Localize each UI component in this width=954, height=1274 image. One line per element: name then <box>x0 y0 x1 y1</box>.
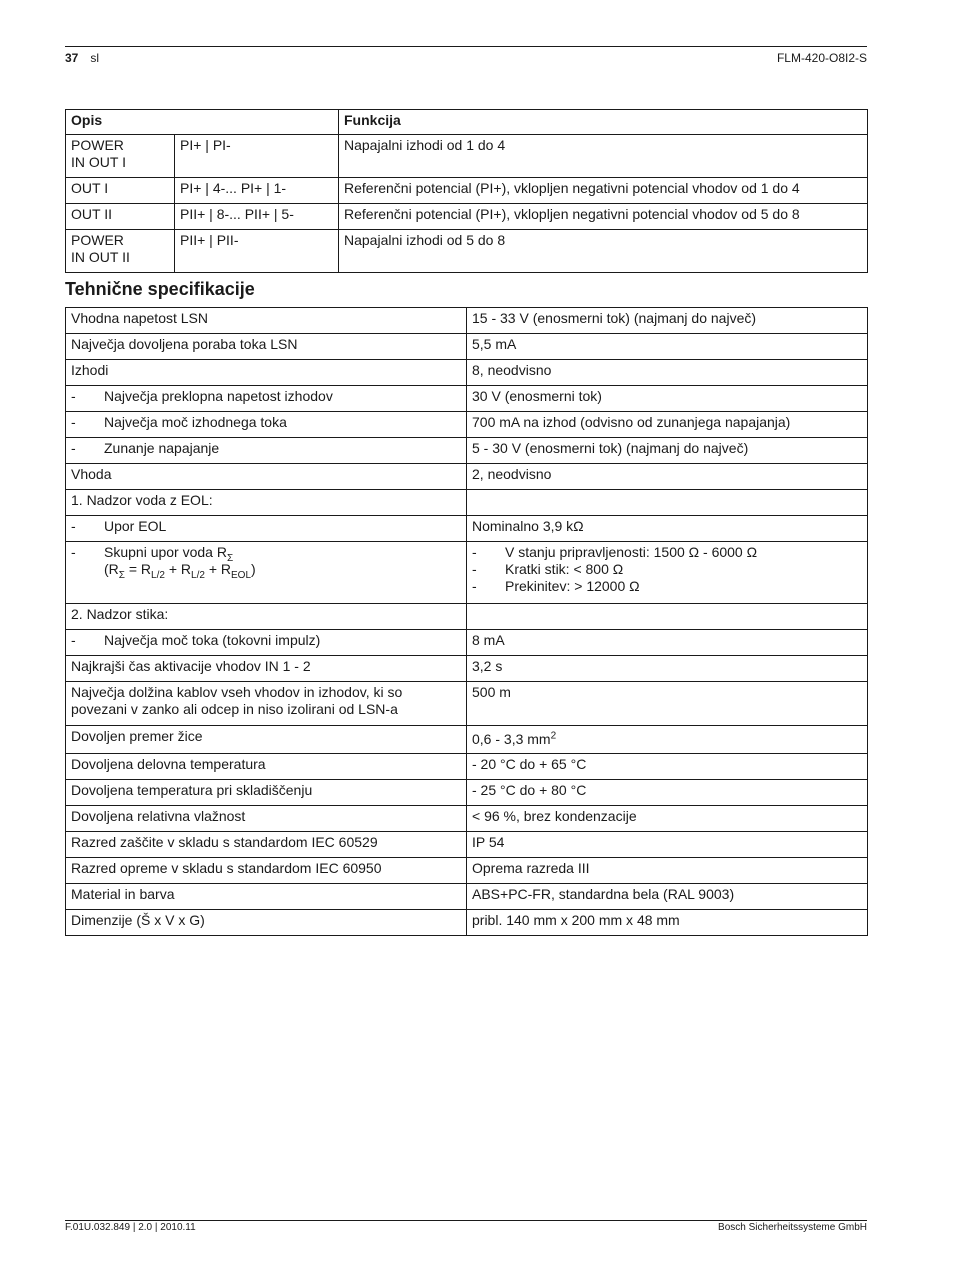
table-row <box>66 230 868 273</box>
terminal-function-table <box>65 109 868 273</box>
terminal-pins: PI+ | 4-... PI+ | 1- <box>175 178 339 204</box>
spec-value: ABS+PC-FR, standardna bela (RAL 9003) <box>467 884 868 910</box>
table-row <box>66 858 868 884</box>
spec-value: - 20 °C do + 65 °C <box>467 754 868 780</box>
table-row <box>66 360 868 386</box>
table-row <box>66 308 868 334</box>
spec-label: Material in barva <box>66 884 467 910</box>
table-row <box>66 386 868 412</box>
spec-value: < 96 %, brez kondenzacije <box>467 806 868 832</box>
spec-value: 3,2 s <box>467 656 868 682</box>
section-title: Tehnične specifikacije <box>65 279 255 299</box>
table-row <box>66 682 868 726</box>
spec-value: 8, neodvisno <box>467 360 868 386</box>
spec-label: Razred zaščite v skladu s standardom IEC 60529 <box>66 832 467 858</box>
table-row <box>66 490 868 516</box>
spec-label: Dovoljena relativna vlažnost <box>66 806 467 832</box>
table-row <box>66 464 868 490</box>
table-row <box>66 135 868 178</box>
terminal-pins: PII+ | 8-... PII+ | 5- <box>175 204 339 230</box>
terminal-name: OUT II <box>66 204 175 230</box>
page-header <box>65 50 867 67</box>
table-row <box>66 726 868 754</box>
table-row <box>66 438 868 464</box>
terminal-name: POWER IN OUT II <box>66 230 175 273</box>
spec-value <box>467 542 868 604</box>
table-row <box>66 832 868 858</box>
spec-label: Najkrajši čas aktivacije vhodov IN 1 - 2 <box>66 656 467 682</box>
table-row <box>66 806 868 832</box>
table-row <box>66 516 868 542</box>
language-code: sl <box>90 51 100 65</box>
spec-label: Dovoljen premer žice <box>66 726 467 754</box>
formula: $(R_\Sigma = R_{L/2} + R_{L/2} + R_{EOL})$ <box>104 561 256 581</box>
spec-value <box>467 490 868 516</box>
spec-label: - Zunanje napajanje <box>66 438 467 464</box>
spec-value: Oprema razreda III <box>467 858 868 884</box>
spec-value: 30 V (enosmerni tok) <box>467 386 868 412</box>
spec-label: - Največja preklopna napetost izhodov <box>66 386 467 412</box>
spec-value: IP 54 <box>467 832 868 858</box>
table-row <box>66 412 868 438</box>
spec-value: 500 m <box>467 682 868 726</box>
table-row <box>66 884 868 910</box>
table-row <box>66 604 868 630</box>
header-rule <box>65 46 867 47</box>
terminal-pins: PI+ | PI- <box>175 135 339 178</box>
terminal-name: POWER IN OUT I <box>66 135 175 178</box>
table-header-row <box>66 110 868 135</box>
terminal-pins: PII+ | PII- <box>175 230 339 273</box>
spec-label: Razred opreme v skladu s standardom IEC 60950 <box>66 858 467 884</box>
table-row <box>66 542 868 604</box>
table-row <box>66 780 868 806</box>
terminal-name: OUT I <box>66 178 175 204</box>
terminal-function: Napajalni izhodi od 5 do 8 <box>339 230 868 273</box>
technical-specifications-table <box>65 307 868 936</box>
table-row <box>66 204 868 230</box>
table-row <box>66 754 868 780</box>
spec-label: - Upor EOL <box>66 516 467 542</box>
spec-label: Dimenzije (Š x V x G) <box>66 910 467 936</box>
terminal-function: Referenčni potencial (PI+), vklopljen negativni potencial vhodov od 5 do 8 <box>339 204 868 230</box>
list-item: - V stanju pripravljenosti: 1500 Ω - 6000 Ω <box>472 544 758 560</box>
document-reference: F.01U.032.849 | 2.0 | 2010.11 <box>65 1222 196 1233</box>
spec-value: 700 mA na izhod (odvisno od zunanjega napajanja) <box>467 412 868 438</box>
spec-label: Največja dovoljena poraba toka LSN <box>66 334 467 360</box>
table-row <box>66 656 868 682</box>
spec-label: Vhoda <box>66 464 467 490</box>
page-footer <box>65 1221 867 1235</box>
spec-label: Dovoljena delovna temperatura <box>66 754 467 780</box>
spec-value: 5,5 mA <box>467 334 868 360</box>
spec-label: - Največja moč izhodnega toka <box>66 412 467 438</box>
spec-label: Izhodi <box>66 360 467 386</box>
list-item: - Prekinitev: > 12000 Ω <box>472 578 640 594</box>
spec-label: - Največja moč toka (tokovni impulz) <box>66 630 467 656</box>
spec-value: pribl. 140 mm x 200 mm x 48 mm <box>467 910 868 936</box>
column-header-function: Funkcija <box>339 110 868 135</box>
spec-label: - Skupni upor voda $R_\Sigma$ $(R_\Sigma = R_{L/2} + R_{L/2} + R_{EOL})$ <box>66 542 467 604</box>
spec-value: 0,6 - 3,3 $mm^2$ <box>467 726 868 754</box>
spec-label: Največja dolžina kablov vseh vhodov in izhodov, ki so povezani v zanko ali odcep in niso izolirani od LSN-a <box>66 682 467 726</box>
spec-label: Vhodna napetost LSN <box>66 308 467 334</box>
table-row <box>66 334 868 360</box>
spec-value: - 25 °C do + 80 °C <box>467 780 868 806</box>
table-row <box>66 910 868 936</box>
spec-label: 2. Nadzor stika: <box>66 604 467 630</box>
spec-value: 15 - 33 V (enosmerni tok) (najmanj do največ) <box>467 308 868 334</box>
column-header-description: Opis <box>66 110 339 135</box>
terminal-function: Napajalni izhodi od 1 do 4 <box>339 135 868 178</box>
spec-value: 8 mA <box>467 630 868 656</box>
product-code: FLM-420-O8I2-S <box>776 51 867 65</box>
spec-value: 2, neodvisno <box>467 464 868 490</box>
spec-value: 5 - 30 V (enosmerni tok) (najmanj do največ) <box>467 438 868 464</box>
spec-label: 1. Nadzor voda z EOL: <box>66 490 467 516</box>
spec-label: Dovoljena temperatura pri skladiščenju <box>66 780 467 806</box>
terminal-function: Referenčni potencial (PI+), vklopljen negativni potencial vhodov od 1 do 4 <box>339 178 868 204</box>
company-name: Bosch Sicherheitssysteme GmbH <box>718 1222 867 1233</box>
table-row <box>66 178 868 204</box>
spec-value: Nominalno 3,9 kΩ <box>467 516 868 542</box>
list-item: - Kratki stik: < 800 Ω <box>472 561 624 577</box>
spec-value <box>467 604 868 630</box>
table-row <box>66 630 868 656</box>
page-number: 37 <box>65 51 79 65</box>
